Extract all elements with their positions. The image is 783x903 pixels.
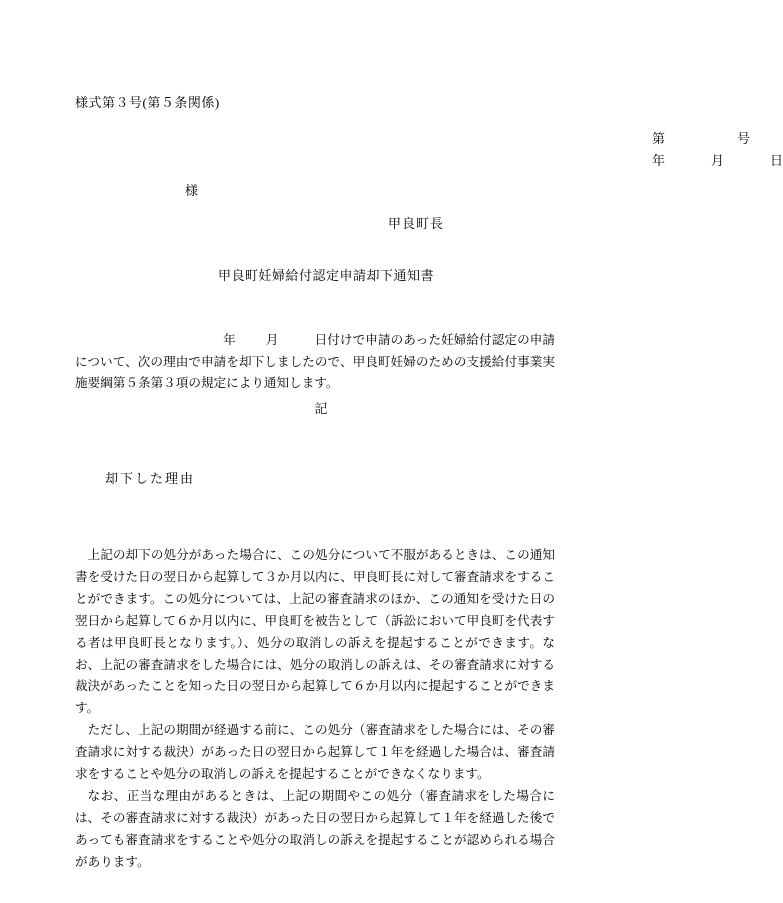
document-title: 甲良町妊婦給付認定申請却下通知書 [217,268,434,283]
body-date-year: 年 [223,333,236,347]
body-date-month: 月 [265,333,279,347]
body-text: 次の理由で申請を却下しましたので、甲良町妊婦のための支援給付事業実施要綱第５条第３項の規定により通知します。 [75,354,555,391]
notice-block [75,545,555,874]
notice-paragraph-2: ただし、上記の期間が経過する前に、この処分（審査請求をした場合には、その審査請求に対する裁決）があった日の翌日から起算して１年を経過した場合は、審査請求をすることや処分の取消しの訴えを提起することができなくなります。 [75,723,555,782]
form-number: 様式第３号(第５条関係) [75,95,220,110]
document-date-line [652,150,783,169]
notice-paragraph-1: 上記の却下の処分があった場合に、この処分について不服があるときは、この通知書を受けた日の翌日から起算して３か月以内に、甲良町長に対して審査請求をすることができます。この処分については、上記の審査請求のほか、この通知を受けた日の翌日から起算して６か月以内に、甲良町を被告として（訴訟において甲良町を代表する者は甲良町長となります。）、処分の取消しの訴えを提起することができます。なお、上記の審査請求をした場合には、処分の取消しの訴えは、その審査請求に対する裁決があったことを知った日の翌日から起算して６か月以内に提起することができます。 [75,548,555,716]
body-date-day: 日付けで申請のあった妊婦給付認定の申請について、 [75,333,556,369]
body-block [75,330,555,395]
date-year-label: 年 [652,153,666,168]
document-number-line [652,128,750,147]
rejection-reason-label: 却下した理由 [105,471,196,486]
addressee-line: 様 [185,183,199,198]
ki-marker: 記 [314,401,328,416]
document-number-label: 第 [652,131,666,146]
date-day-label: 日 [770,153,783,168]
document-number-suffix: 号 [737,131,751,146]
body-paragraph [75,330,555,395]
issuer-name: 甲良町長 [388,216,445,231]
notice-paragraph-3: なお、正当な理由があるときは、上記の期間やこの処分（審査請求をした場合には、その審査請求に対する裁決）があった日の翌日から起算して１年を経過した後であっても審査請求をすることや処分の取消しの訴えを提起することが認められる場合があります。 [75,788,555,869]
date-month-label: 月 [711,153,725,168]
